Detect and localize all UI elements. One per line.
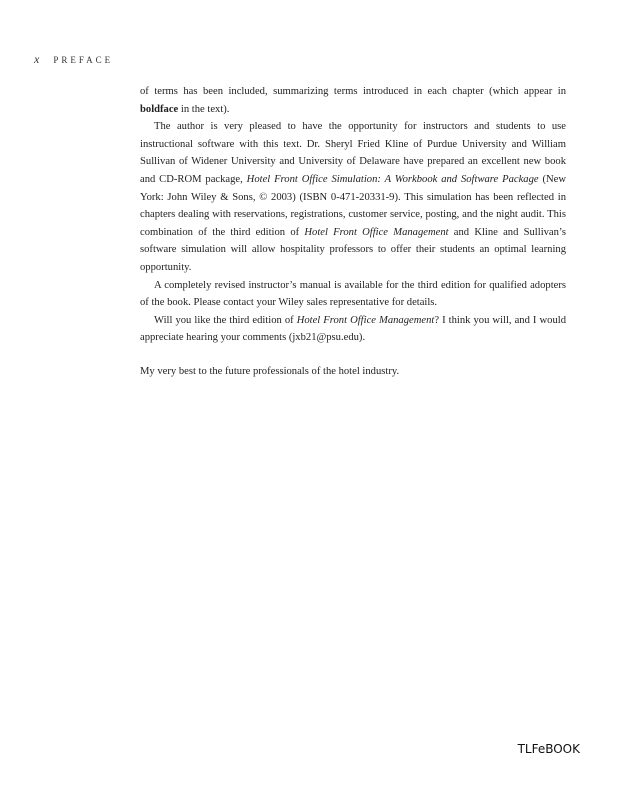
paragraph-text: and Kline and Sullivan’s software simulation will allow hospitality professors to offer their students an optimal learning opportunity. [140, 226, 567, 273]
paragraph-text: ? I think you will, and I would appreciate hearing your comments (jxb21@psu.edu). [140, 314, 566, 344]
paragraph-instructor-manual: A completely revised instructor’s manual is available for the third edition for qualified adopters of the book. Please contact your Wiley sales representative for details. [140, 279, 566, 309]
paragraph-software [140, 118, 566, 276]
book-title-simulation: Hotel Front Office Simulation: A Workbook and Software Package [246, 173, 539, 185]
paragraph-closing: My very best to the future professionals of the hotel industry. [140, 365, 400, 377]
body-text [140, 83, 566, 381]
paragraph-text: Will you like the third edition of [154, 314, 297, 326]
paragraph-comments [140, 312, 566, 347]
running-head [34, 52, 113, 67]
boldface-term: boldface [140, 103, 179, 115]
paragraph-text: (New York: John Wiley & Sons, © 2003) (ISBN 0-471-20331-9). This simulation has been reflected in chapters dealing with reservations, registrations, customer service, posting, and the night audit. This combination of the third edition of [140, 173, 567, 238]
paragraph-text: of terms has been included, summarizing terms introduced in each chapter (which appear in [140, 86, 566, 97]
page-number: x [34, 52, 40, 66]
paragraph-glossary [140, 83, 566, 118]
book-title-management: Hotel Front Office Management [296, 314, 435, 326]
paragraph-text: The author is very pleased to have the opportunity for instructors and students to use instructional software with this text. Dr. Sheryl Fried Kline of Purdue University and William Sullivan of Widener University and University of Delaware have prepared an excellent new book and CD-ROM package, [140, 121, 566, 185]
book-title-management: Hotel Front Office Management [304, 226, 449, 238]
footer-watermark: TLFeBOOK [517, 742, 580, 756]
paragraph-text: in the text). [178, 103, 230, 115]
section-title: PREFACE [53, 55, 114, 65]
